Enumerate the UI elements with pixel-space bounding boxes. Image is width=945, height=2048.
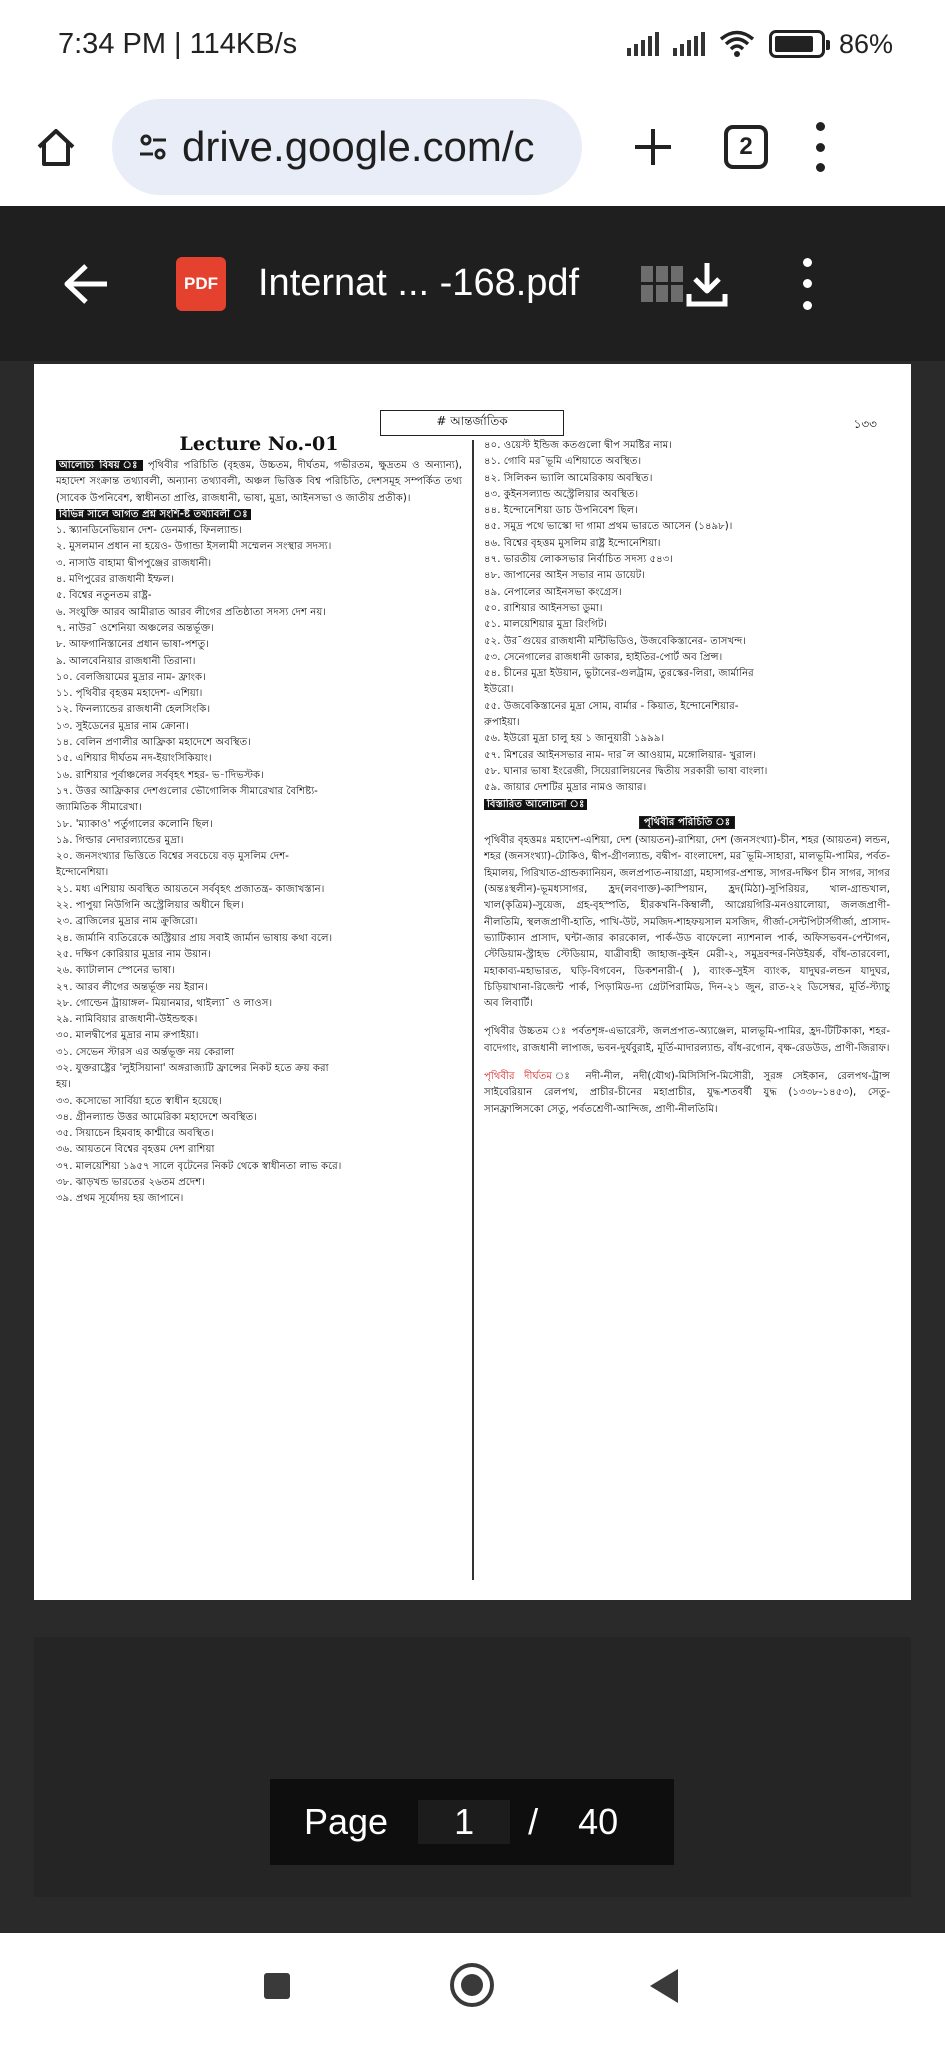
- section-details: বিস্তারিত আলোচনা ঃ: [484, 797, 890, 813]
- dot-icon: [816, 163, 825, 172]
- download-button[interactable]: [683, 256, 731, 312]
- list-item: ২৩. ব্রাজিলের মুদ্রার নাম ক্রুজিরো।: [56, 916, 198, 928]
- left-column: [56, 430, 462, 1208]
- browser-toolbar: [0, 88, 945, 206]
- list-item: ৩৭. মালয়েশিয়া ১৯৫৭ সালে বৃটেনের নিকট থেকে স্বাধীনতা লাভ করে।: [56, 1160, 342, 1172]
- page-header-box: # আন্তর্জাতিক: [380, 410, 564, 436]
- list-item: ৫৩. সেনেগালের রাজধানী ডাকার, হাইতির-পোর্ট অব প্রিন্স।: [484, 651, 723, 663]
- list-item: রুপাইয়া।: [484, 717, 520, 729]
- grid-icon: [641, 266, 683, 302]
- list-item: ৩৬. আয়তনে বিশ্বের বৃহত্তম দেশ রাশিয়া: [56, 1144, 215, 1156]
- list-item: ৪০. ওয়েস্ট ইন্ডিজ কতগুলো দ্বীপ সমষ্টির নাম।: [484, 440, 672, 451]
- list-item: ১২. ফিনল্যান্ডের রাজধানী হেলসিংকি।: [56, 704, 211, 716]
- list-item: ১৬. রাশিয়ার পূর্বাঞ্চলের সর্ববৃহৎ শহর- ভ-াদিভস্টক।: [56, 769, 264, 781]
- list-item: ১৮. 'ম্যাকাও' পর্তুগালের কলোনি ছিল।: [56, 818, 213, 830]
- list-item: ৬. সংযুক্তি আরব আমীরাত আরব লীগের প্রতিষ্ঠাতা সদস্য দেশ নয়।: [56, 606, 327, 618]
- list-item: ৩৯. প্রথম সূর্যোদয় হয় জাপানে।: [56, 1193, 184, 1205]
- current-page-field[interactable]: 1: [418, 1800, 510, 1844]
- recents-button[interactable]: [264, 1973, 290, 1999]
- paragraph-highest: পৃথিবীর উচ্চতম ঃ পর্বতশৃঙ্গ-এভারেস্ট, জলপ্রপাত-অ্যাঞ্জেল, মালভূমি-পামির, হ্রদ-টিটিকাকা, শহর-বাদেগাং, রাজধানী লাপাজ, ভবন-দুর্যবুরাই, মূর্তি-মাদারল্যান্ড, বাঁধ-রগোন, বৃক্ষ-রেডউড, প্রাণী-জিরাফ।: [484, 1026, 890, 1054]
- list-item: ২৯. নামিবিয়ার রাজধানী-উইন্ডহুক।: [56, 1014, 198, 1026]
- list-item: হয়।: [56, 1079, 71, 1091]
- list-item: ৫৭. মিশরের আইনসভার নাম- দার¯ল আওয়াম, মঙ্গোলিয়ার- খুরাল।: [484, 749, 757, 761]
- list-item: ৫৯. জায়ার দেশটির মুদ্রার নামও জায়ার।: [484, 782, 647, 794]
- list-item: ২০. জনসংখ্যার ভিত্তিতে বিশ্বের সবচেয়ে বড় মুসলিম দেশ-: [56, 851, 289, 863]
- list-item: ২৬. ক্যাটালান স্পেনের ভাষা।: [56, 965, 175, 977]
- pdf-file-icon: PDF: [176, 257, 226, 311]
- lecture-title: Lecture No.-01: [179, 433, 339, 455]
- list-item: ইউরো।: [484, 684, 514, 696]
- topic-label: আলোচ্য বিষয় ঃ: [56, 460, 143, 471]
- list-item: ১. স্ক্যানডিনেভিয়ান দেশ- ডেনমার্ক, ফিনল্যান্ড।: [56, 525, 242, 537]
- list-item: ৫২. উর¯গুয়ের রাজধানী মন্টিভিডিও, উজবেকিস্তানের- তাসখন্দ।: [484, 635, 747, 647]
- new-tab-button[interactable]: [622, 116, 684, 178]
- list-item: ৩০. মালদ্বীপের মুদ্রার নাম রুপাইয়া।: [56, 1030, 199, 1042]
- section-intro: পৃথিবীর পরিচিতি ঃ: [484, 815, 890, 831]
- list-item: ২৫. দক্ষিণ কোরিয়ার মুদ্রার নাম উয়ান।: [56, 948, 211, 960]
- paragraph-longest: [484, 1069, 890, 1118]
- list-item: ১৪. বেলিন প্রণালীর আফ্রিকা মহাদেশে অবস্থিত।: [56, 737, 251, 749]
- page-number-printed: ১৩৩: [853, 417, 877, 431]
- list-item: ১০. বেলজিয়ামের মুদ্রার নাম- ফ্রাংক।: [56, 671, 206, 683]
- site-settings-icon[interactable]: [138, 132, 168, 162]
- paragraph-largest: পৃথিবীর বৃহত্তমঃ মহাদেশ-এশিয়া, দেশ (আয়তন)-রাশিয়া, দেশ (জনসংখ্যা)-চীন, শহর (আয়তন) লন্ডন, শহর (জনসংখ্যা)-টোকিও, দ্বীপ-গ্রীণল্যান্ড, বদ্বীপ- বাংলাদেশ, মর¯ভূমি-সাহারা, মালভূমি-পামির, পর্বত-হিমালয়, গিরিখাত-গ্রান্ডক্যানিয়ন, জলপ্রপাত-নায়াগ্রা, মহাসাগর-প্রশান্ত, সাগর-দক্ষিণ চীন সাগর, সাগর (অন্তঃস্থলীন)-ভূমধ্যসাগর, হ্রদ(লবণাক্ত)-কাস্পিয়ান, হ্রদ(মিঠা)-সুপিরিয়র, খাল-গ্রান্ডখাল, খাল(কৃত্রিম)-সুয়েজ, গ্রহ-বৃহস্পতি, হীরকখনি-কিম্বার্লী, আগ্নেয়গিরি-মনওয়ালোয়া, জলজপ্রাণী-নীলতিমি, স্থলজপ্রাণী-হাতি, পাখি-উট, সমজিদ-শাহফয়সাল মসজিদ, গীর্জা-সেন্টপিটার্সগীর্জা, প্রাসাদ-ভ্যাটিক্যান প্রাসাদ, ঘন্টা-জার কারকোল, পার্ক-উড বাফেলো ন্যাশনাল পার্ক, অফিসভবন-পেন্টাগন, স্টেডিয়াম-স্ট্রাহভ স্টেডিয়াম, যাত্রীবাহী জাহাজ-কুইন মেরী-২, সমুদ্রবন্দর-নিউইয়র্ক, বাঁধ-তারবেলা, মহাকাব্য-মহাভারত, ঘড়ি-বিগবেন, ডিকশনারী-( ), ব্যাংক-সুইস ব্যাংক, যাদুঘর-লন্ডন যাদুঘর, চিড়িয়াখানা-রিজেন্ট পার্ক, পিড়ামিড-দ্য গ্রেটপিরামিড, দিন-২১ জুন, রাত-২২ ডিসেম্বর, মূর্তি-স্ট্যাচু অব লিবার্টি।: [484, 835, 890, 1010]
- signal-1-icon: [627, 32, 659, 56]
- status-bar: [0, 0, 945, 88]
- address-bar[interactable]: [112, 99, 582, 195]
- column-divider: [472, 440, 474, 1580]
- list-item: ২. মুসলমান প্রধান না হয়েও- উগান্ডা ইসলামী সম্মেলন সংস্থার সদস্য।: [56, 541, 332, 553]
- list-item: ৫৬. ইউরো মুদ্রা চালু হয় ১ জানুয়ারী ১৯৯৯।: [484, 733, 665, 745]
- status-time: 7:34 PM | 114KB/s: [58, 27, 298, 60]
- list-item: ৩২. যুক্তরাষ্ট্রের 'লুইসিয়ানা' অঙ্গরাজ্যটি ফ্রান্সের নিকট হতে ক্রয় করা: [56, 1062, 329, 1074]
- list-item: ৪৭. ভারতীয় লোকসভার নির্বাচিত সদস্য ৫৪৩।: [484, 554, 673, 566]
- plus-icon: [632, 126, 674, 168]
- list-item: ৫৮. ঘানার ভাষা ইংরেজী, সিয়েরালিয়নের দ্বিতীয় সরকারী ভাষা বাংলা।: [484, 765, 768, 777]
- system-nav-bar: [0, 1933, 945, 2048]
- list-item: ১৭. উত্তর আফ্রিকার দেশগুলোর ভৌগোলিক সীমারেখার বৈশিষ্ট্য-: [56, 785, 318, 797]
- url-text[interactable]: drive.google.com/c: [182, 123, 535, 170]
- list-item: ২৪. জার্মানি ব্যতিরেকে অস্ট্রিয়ার প্রায় সবাই জার্মান ভাষায় কথা বলে।: [56, 932, 333, 944]
- list-item: ১৯. গিল্ডার নেদারল্যান্ডের মুদ্রা।: [56, 834, 184, 846]
- page-label: Page: [304, 1801, 389, 1842]
- list-item: ৪৯. নেপালের আইনসভা কংগ্রেস।: [484, 586, 622, 598]
- download-icon: [685, 260, 729, 308]
- home-nav-button[interactable]: [450, 1963, 494, 2007]
- list-item: ৯. আলবেনিয়ার রাজধানী তিরানা।: [56, 655, 196, 667]
- browser-menu-button[interactable]: [808, 116, 832, 178]
- tab-switcher-button[interactable]: 2: [724, 125, 768, 169]
- longest-label: পৃথিবীর দীর্ঘতম: [484, 1070, 553, 1082]
- dot-icon: [816, 143, 825, 152]
- list-item: ৩৮. ঝাড়খন্ড ভারতের ২৬তম প্রদেশ।: [56, 1177, 205, 1189]
- topic-paragraph: [56, 458, 462, 507]
- viewer-menu-button[interactable]: [795, 258, 819, 310]
- list-item: ৭. নাউর¯ ওশেনিয়া অঞ্চলের অন্তর্ভূক্ত।: [56, 622, 215, 634]
- section-past-questions: বিভিন্ন সালে আগত প্রশ্ন সংশি-ষ্ট তথ্যাবলী ঃ: [56, 507, 462, 523]
- page-separator: /: [528, 1801, 539, 1842]
- list-item: ৩৫. সিয়াচেন হিমবাহ কাশ্মীরে অবস্থিত।: [56, 1128, 214, 1140]
- home-icon: [34, 125, 78, 169]
- list-item: ৪৩. কুইনসল্যান্ড অস্ট্রেলিয়ার অবস্থিত।: [484, 488, 639, 500]
- longest-text: ঃ নদী-নীল, নদী(যৌথ)-মিসিসিপি-মিসৌরী, সুরঙ্গ সেইকান, রেলপথ-ট্রান্স সাইবেরিয়ান রেলপথ, প্রাচীর-চীনের মহাপ্রাচীর, যুদ্ধ-শতবর্ষী যুদ্ধ (১৩৩৮-১৪৫৩), সেতু-সানফ্রান্সিসকো সেতু, পর্বতশ্রেণী-আন্দিজ, প্রাণী-নীলতিমি।: [484, 1070, 890, 1115]
- pdf-viewer-toolbar: [0, 206, 945, 361]
- list-item: ৫৫. উজবেকিস্তানের মুদ্রা সোম, বার্মার - কিয়াত, ইন্দোনেশিয়ার-: [484, 700, 739, 712]
- list-item: ৫৪. চীনের মুদ্রা ইউয়ান, ভুটানের-গুলট্রাম, তুরস্কের-লিরা, জার্মানির: [484, 668, 754, 680]
- list-item: ৪৬. বিশ্বের বৃহত্তম মুসলিম রাষ্ট্র ইন্দোনেশিয়া।: [484, 537, 661, 549]
- right-column: [484, 438, 890, 1118]
- back-button[interactable]: [62, 256, 118, 312]
- battery-percent: 86%: [838, 28, 893, 59]
- dot-icon: [816, 122, 825, 131]
- pdf-page[interactable]: [34, 364, 911, 1600]
- list-item: ৪১. গোবি মর¯ভূমি এশিয়াতে অবস্থিত।: [484, 456, 642, 468]
- list-item: ৪২. সিলিকন ভ্যালি আমেরিকায় অবস্থিত।: [484, 472, 653, 484]
- list-item: ৪৪. ইন্দোনেশিয়া ডাচ উপনিবেশ ছিল।: [484, 505, 638, 517]
- arrow-left-icon: [62, 262, 110, 306]
- list-item: জ্যামিতিক সীমারেখা।: [56, 802, 142, 814]
- list-item: ২২. পাপুয়া নিউগিনি অস্ট্রেলিয়ার অধীনে ছিল।: [56, 900, 244, 912]
- list-item: ইন্দোনেশিয়া।: [56, 867, 109, 879]
- list-item: ১১. পৃথিবীর বৃহত্তম মহাদেশ- এশিয়া।: [56, 688, 203, 700]
- list-item: ৩৩. কসোভো সার্বিয়া হতে স্বাধীন হয়েছে।: [56, 1095, 222, 1107]
- list-item: ২৮. গোল্ডেন ট্রায়াঙ্গল- মিয়ানমার, থাইল্যা¯ ও লাওস।: [56, 997, 273, 1009]
- wifi-icon: [719, 30, 755, 58]
- list-item: ৩. নাসাউ বাহামা দ্বীপপুঞ্জের রাজধানী।: [56, 557, 212, 569]
- list-item: ১৫. এশিয়ার দীর্ঘতম নদ-ইয়াংসিকিয়াং।: [56, 753, 212, 765]
- list-item: ৮. আফগানিস্তানের প্রধান ভাষা-পশতু।: [56, 639, 209, 651]
- home-button[interactable]: [20, 111, 92, 183]
- topic-text: পৃথিবীর পরিচিতি (বৃহত্তম, উচ্চতম, দীর্ঘতম, গভীরতম, ক্ষুদ্রতম ও অন্যান্য), মহাদেশ সংক্রান্ত তথ্যাবলী, অন্যান্য তথ্যাবলী, অঞ্চল ভিত্তিক বিশ্ব পরিচিতি, দেশসমূহ সম্পর্কিত তথ্য (সাবেক উপনিবেশ, স্বাধীনতা প্রাপ্তি, রাজধানী, ভাষা, মুদ্রা, আইনসভা ও জাতীয় প্রতীক)।: [56, 460, 462, 504]
- signal-2-icon: [673, 32, 705, 56]
- list-item: ৪. মণিপুরের রাজধানী ইম্ফল।: [56, 574, 174, 586]
- list-item: ৪৫. সমুদ্র পথে ভাস্কো দা গামা প্রথম ভারতে আসেন (১৪৯৮)।: [484, 521, 733, 533]
- document-title: Internat ... -168.pdf: [258, 262, 580, 304]
- list-item: ৩৪. গ্রীনল্যান্ড উত্তর আমেরিকা মহাদেশে অবস্থিত।: [56, 1111, 257, 1123]
- total-pages: 40: [578, 1801, 619, 1842]
- list-item: ৩১. সেভেন স্টারস এর অর্ন্তভূক্ত নয় কেরালা: [56, 1046, 235, 1058]
- list-item: ১৩. সুইডেনের মুদ্রার নাম ক্রোনা।: [56, 720, 189, 732]
- list-item: ৪৮. জাপানের আইন সভার নাম ডায়েট।: [484, 570, 645, 582]
- dot-icon: [803, 279, 812, 288]
- dot-icon: [803, 258, 812, 267]
- back-nav-button[interactable]: [650, 1969, 678, 2003]
- pdf-page-area[interactable]: [0, 361, 945, 1933]
- list-item: ৫১. মালয়েশিয়ার মুদ্রা রিংগিট।: [484, 619, 608, 631]
- right-fact-list: [484, 438, 890, 797]
- home-circle-icon: [461, 1974, 483, 1996]
- dot-icon: [803, 301, 812, 310]
- list-item: ২১. মধ্য এশিয়ায় অবস্থিত আয়তনে সর্ববৃহৎ প্রজাতন্ত্র- কাজাখস্তান।: [56, 883, 325, 895]
- list-item: ২৭. আরব লীগের অন্তর্ভূক্ত নয় ইরান।: [56, 981, 208, 993]
- list-item: ৫. বিশ্বের নতুনতম রাষ্ট্র-: [56, 590, 152, 602]
- page-indicator[interactable]: [270, 1779, 674, 1865]
- battery-icon: [769, 30, 825, 58]
- list-item: ৫০. রাশিয়ার আইনসভা ডুমা।: [484, 602, 603, 614]
- left-fact-list: [56, 523, 462, 1207]
